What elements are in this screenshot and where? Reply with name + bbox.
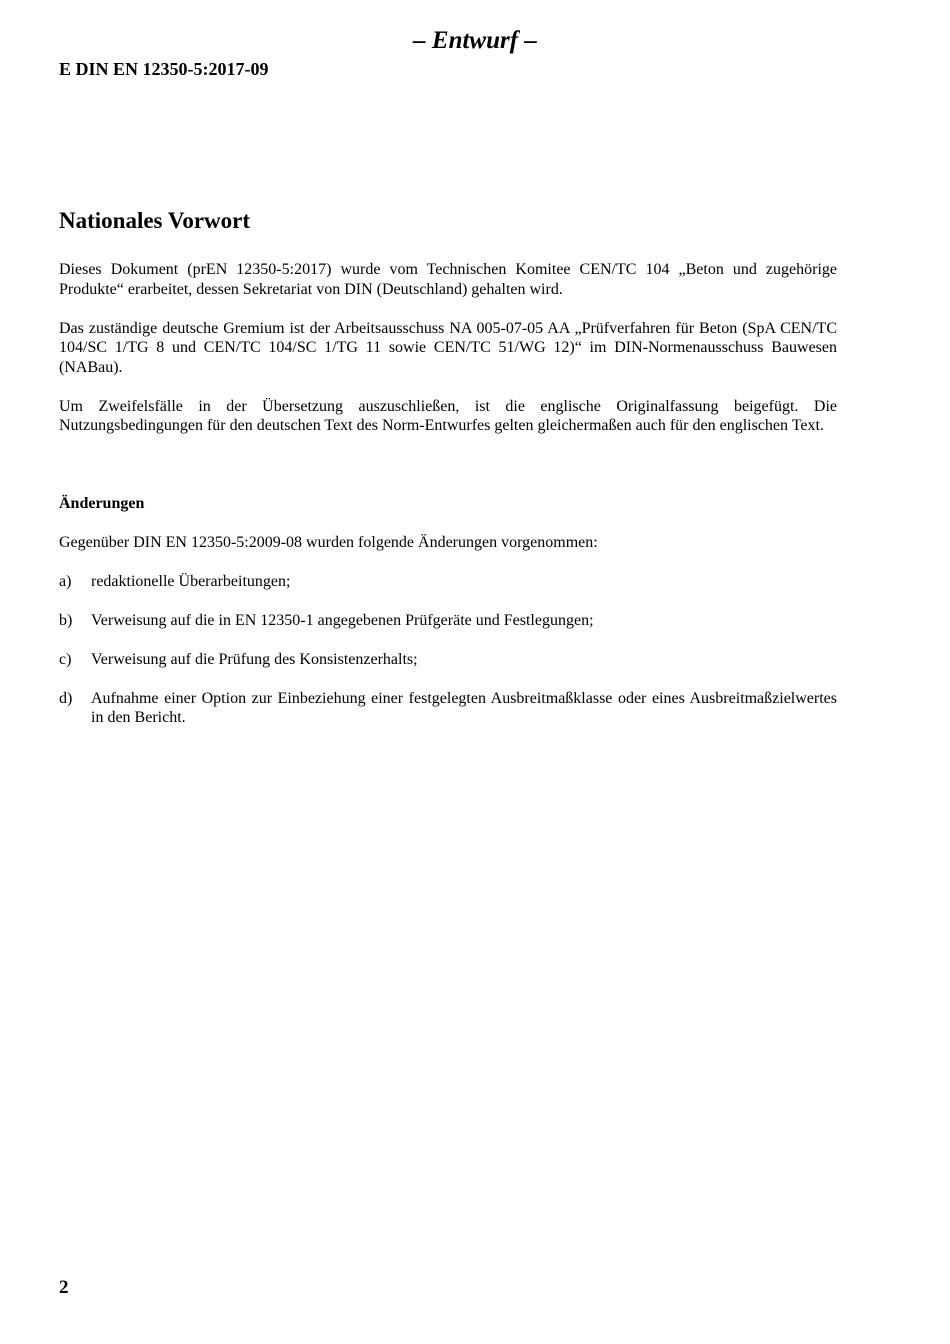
change-item-d (59, 689, 837, 728)
foreword-paragraph-2: Das zuständige deutsche Gremium ist der Arbeitsausschuss NA 005-07-05 AA „Prüfverfahren für Beton (SpA CEN/TC 104/SC 1/TG 8 und CEN/TC 104/SC 1/TG 11 sowie CEN/TC 51/WG 12)“ im DIN-Normenausschuss Bauwesen (NABau). (59, 319, 837, 376)
document-id: E DIN EN 12350-5:2017-09 (59, 59, 269, 79)
change-item-b (59, 611, 837, 631)
list-marker: d) (59, 689, 73, 707)
list-item-text: Verweisung auf die in EN 12350-1 angegebenen Prüfgeräte und Festlegungen; (91, 611, 594, 629)
foreword-paragraph-1: Dieses Dokument (prEN 12350-5:2017) wurde vom Technischen Komitee CEN/TC 104 „Beton und zugehörige Produkte“ erarbeitet, dessen Sekretariat von DIN (Deutschland) gehalten wird. (59, 261, 837, 298)
change-item-c (59, 650, 837, 670)
list-item-text: Verweisung auf die Prüfung des Konsistenzerhalts; (91, 650, 418, 668)
list-item-text: redaktionelle Überarbeitungen; (91, 572, 291, 590)
page-content (59, 206, 837, 747)
foreword-paragraph-3: Um Zweifelsfälle in der Übersetzung auszuschließen, ist die englische Originalfassung beigefügt. Die Nutzungsbedingungen für den deutschen Text des Norm-Entwurfes gelten gleichermaßen auch für den englischen Text. (59, 397, 837, 434)
change-item-a (59, 572, 837, 592)
list-marker: c) (59, 650, 72, 668)
page-number: 2 (59, 1277, 69, 1298)
section-title: Nationales Vorwort (59, 208, 251, 233)
list-item-text: Aufnahme einer Option zur Einbeziehung einer festgelegten Ausbreitmaßklasse oder eines Ausbreitmaßzielwertes in den Bericht. (91, 689, 837, 726)
changes-title: Änderungen (59, 494, 145, 512)
list-marker: a) (59, 572, 72, 590)
draft-watermark-title: – Entwurf – (413, 27, 537, 54)
list-marker: b) (59, 611, 73, 629)
changes-intro: Gegenüber DIN EN 12350-5:2009-08 wurden folgende Änderungen vorgenommen: (59, 533, 598, 551)
